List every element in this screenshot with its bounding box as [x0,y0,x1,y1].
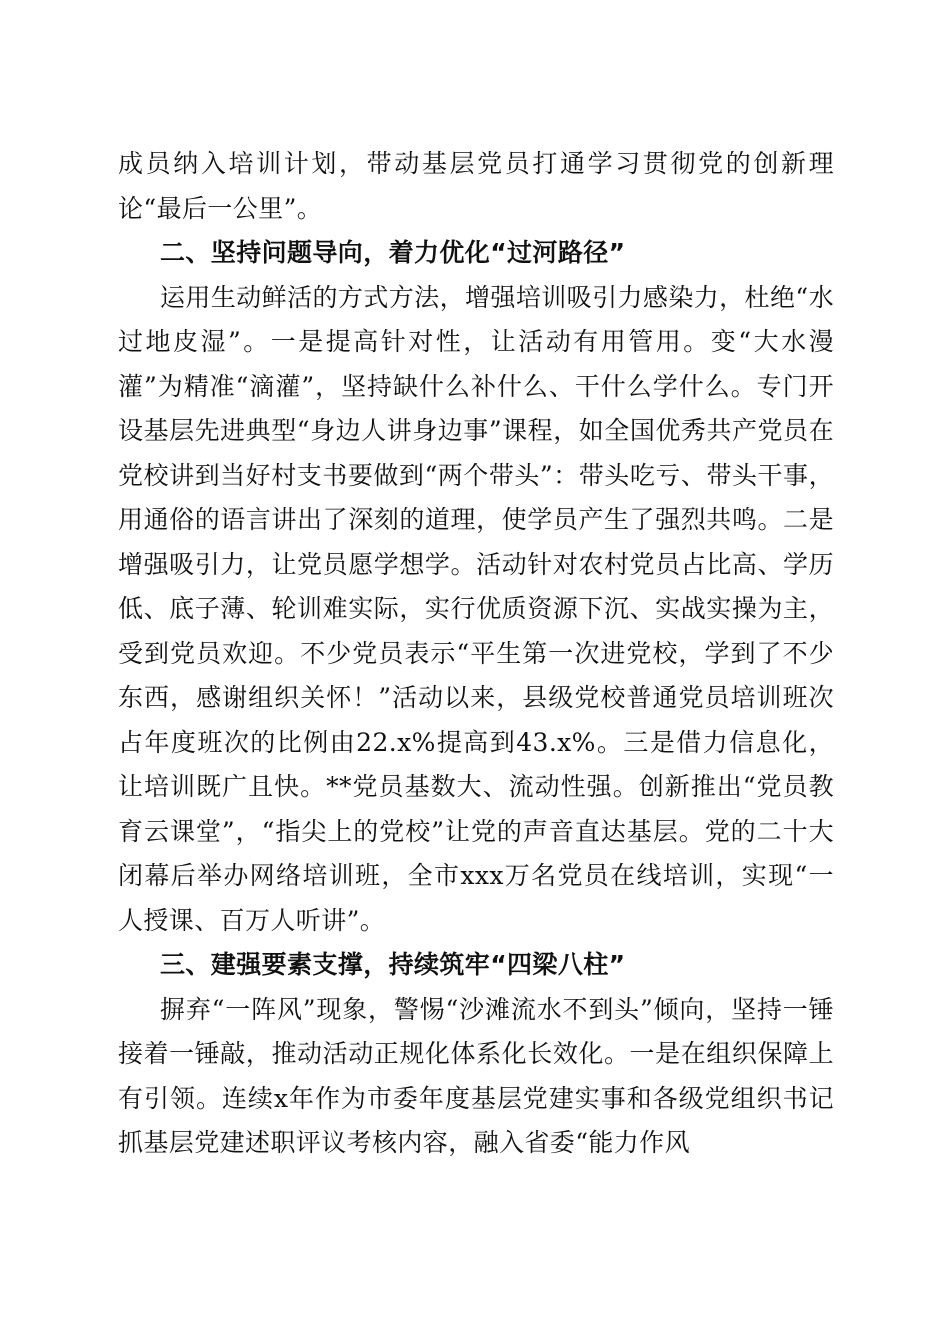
paragraph-continuation: 成员纳入培训计划，带动基层党员打通学习贯彻党的创新理论“最后一公里”。 [118,149,834,223]
section-heading-3: 三、建强要素支撑，持续筑牢“四梁八柱” [160,950,626,979]
paragraph-section-3: 摒弃“一阵风”现象，警惕“沙滩流水不到头”倾向，坚持一锤接着一锤敲，推动活动正规化体系化长效化。一是在组织保障上有引领。连续x年作为市委年度基层党建实事和各级党组织书记抓基层党建述职评议考核内容，融入省委“能力作风 [118,994,834,1157]
paragraph-section-2: 运用生动鲜活的方式方法，增强培训吸引力感染力，杜绝“水过地皮湿”。一是提高针对性，让活动有用管用。变“大水漫灌”为精准“滴灌”，坚持缺什么补什么、干什么学什么。专门开设基层先进典型“身边人讲身边事”课程，如全国优秀共产党员在党校讲到当好村支书要做到“两个带头”：带头吃亏、带头干事，用通俗的语言讲出了深刻的道理，使学员产生了强烈共鸣。二是增强吸引力，让党员愿学想学。活动针对农村党员占比高、学历低、底子薄、轮训难实际，实行优质资源下沉、实战实操为主，受到党员欢迎。不少党员表示“平生第一次进党校，学到了不少东西，感谢组织关怀！”活动以来，县级党校普通党员培训班次占年度班次的比例由22.x%提高到43.x%。三是借力信息化，让培训既广且快。**党员基数大、流动性强。创新推出“党员教育云课堂”，“指尖上的党校”让党的声音直达基层。党的二十大闭幕后举办网络培训班，全市xxx万名党员在线培训，实现“一人授课、百万人听讲”。 [118,282,834,935]
section-heading-2: 二、坚持问题导向，着力优化“过河路径” [160,238,626,267]
document-body [118,142,834,1166]
